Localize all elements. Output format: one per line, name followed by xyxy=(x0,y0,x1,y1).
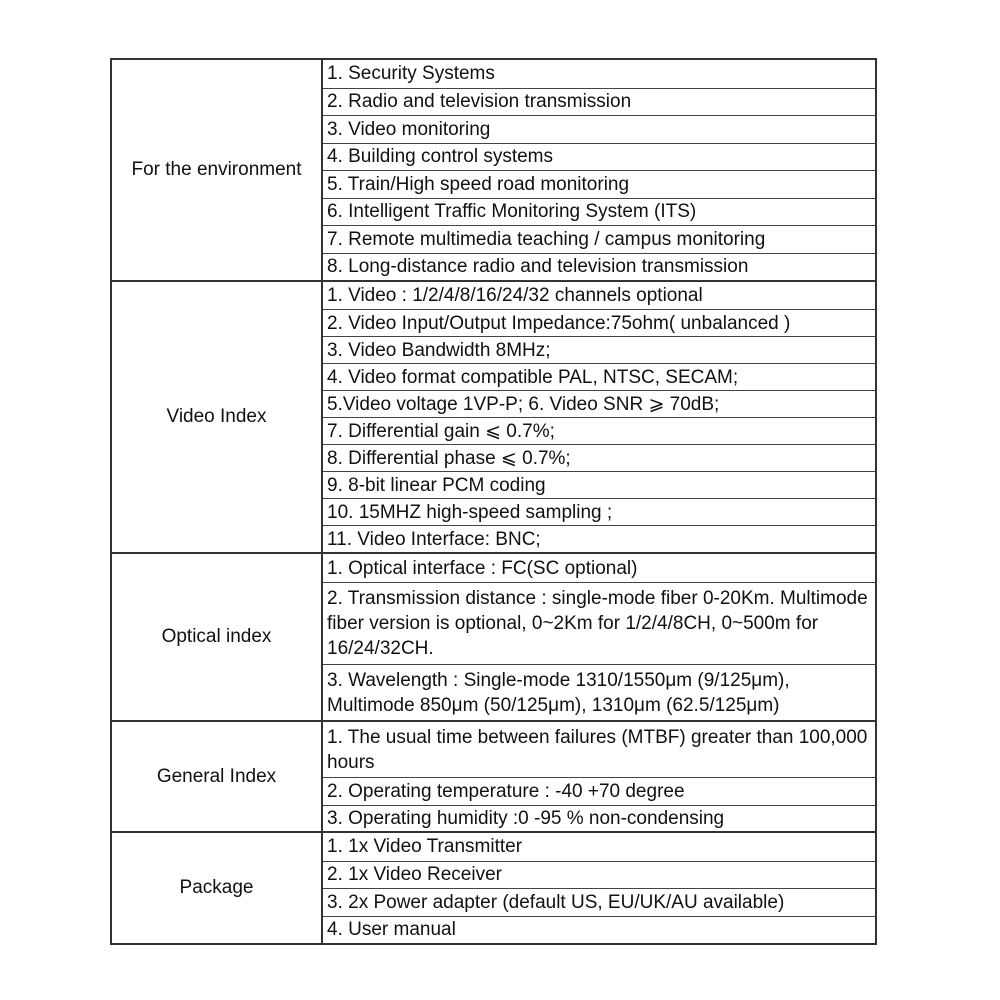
item-list xyxy=(323,282,875,552)
item-list xyxy=(323,60,875,280)
spec-item: 11. Video Interface: BNC; xyxy=(323,525,875,552)
spec-item: 2. Transmission distance : single-mode fiber 0-20Km. Multimode fiber version is optional, 0~2Km for 1/2/4/8CH, 0~500m for 16/24/32CH. xyxy=(323,582,875,664)
spec-item: 9. 8-bit linear PCM coding xyxy=(323,471,875,498)
spec-item: 1. Security Systems xyxy=(327,63,495,85)
spec-item: 3. Video monitoring xyxy=(323,115,875,143)
spec-item: 3. 2x Power adapter (default US, EU/UK/AU available) xyxy=(323,888,875,916)
category-label: Optical index xyxy=(112,554,323,720)
item-list xyxy=(323,833,875,943)
category-label: For the environment xyxy=(112,60,323,280)
category-label: General Index xyxy=(112,722,323,831)
item-list xyxy=(323,722,875,831)
spec-item: 7. Differential gain ⩽ 0.7%; xyxy=(323,417,875,444)
spec-item: 4. User manual xyxy=(323,916,875,944)
spec-item: 1. 1x Video Transmitter xyxy=(327,836,523,858)
section-video-index xyxy=(112,280,875,552)
spec-item: 5. Train/High speed road monitoring xyxy=(323,170,875,198)
spec-item: 3. Operating humidity :0 -95 % non-condensing xyxy=(323,805,875,831)
spec-item: 1. Video : 1/2/4/8/16/24/32 channels optional xyxy=(327,285,703,306)
section-package xyxy=(112,831,875,943)
spec-item: 6. Intelligent Traffic Monitoring System (ITS) xyxy=(323,198,875,226)
category-label: Package xyxy=(112,833,323,943)
section-optical-index xyxy=(112,552,875,720)
spec-item: 8. Differential phase ⩽ 0.7%; xyxy=(323,444,875,471)
section-general-index xyxy=(112,720,875,831)
item-list xyxy=(323,554,875,720)
spec-item: 1. The usual time between failures (MTBF) greater than 100,000 hours xyxy=(327,726,868,773)
spec-item: 4. Building control systems xyxy=(323,143,875,171)
spec-item: 8. Long-distance radio and television transmission xyxy=(323,253,875,281)
spec-item: 2. Radio and television transmission xyxy=(323,88,875,116)
category-label: Video Index xyxy=(112,282,323,552)
spec-item: 7. Remote multimedia teaching / campus monitoring xyxy=(323,225,875,253)
specification-table xyxy=(110,58,877,945)
spec-item: 3. Video Bandwidth 8MHz; xyxy=(323,336,875,363)
spec-item: 1. Optical interface : FC(SC optional) xyxy=(327,557,638,579)
spec-item: 3. Wavelength : Single-mode 1310/1550μm (9/125μm), Multimode 850μm (50/125μm), 1310μm (62.5/125μm) xyxy=(323,664,875,720)
spec-item: 2. 1x Video Receiver xyxy=(323,861,875,889)
section-environment xyxy=(112,60,875,280)
spec-item: 4. Video format compatible PAL, NTSC, SECAM; xyxy=(323,363,875,390)
spec-item: 5.Video voltage 1VP-P; 6. Video SNR ⩾ 70dB; xyxy=(323,390,875,417)
spec-item: 2. Operating temperature : -40 +70 degree xyxy=(323,777,875,805)
spec-item: 2. Video Input/Output Impedance:75ohm( unbalanced ) xyxy=(323,309,875,336)
spec-item: 10. 15MHZ high-speed sampling ; xyxy=(323,498,875,525)
